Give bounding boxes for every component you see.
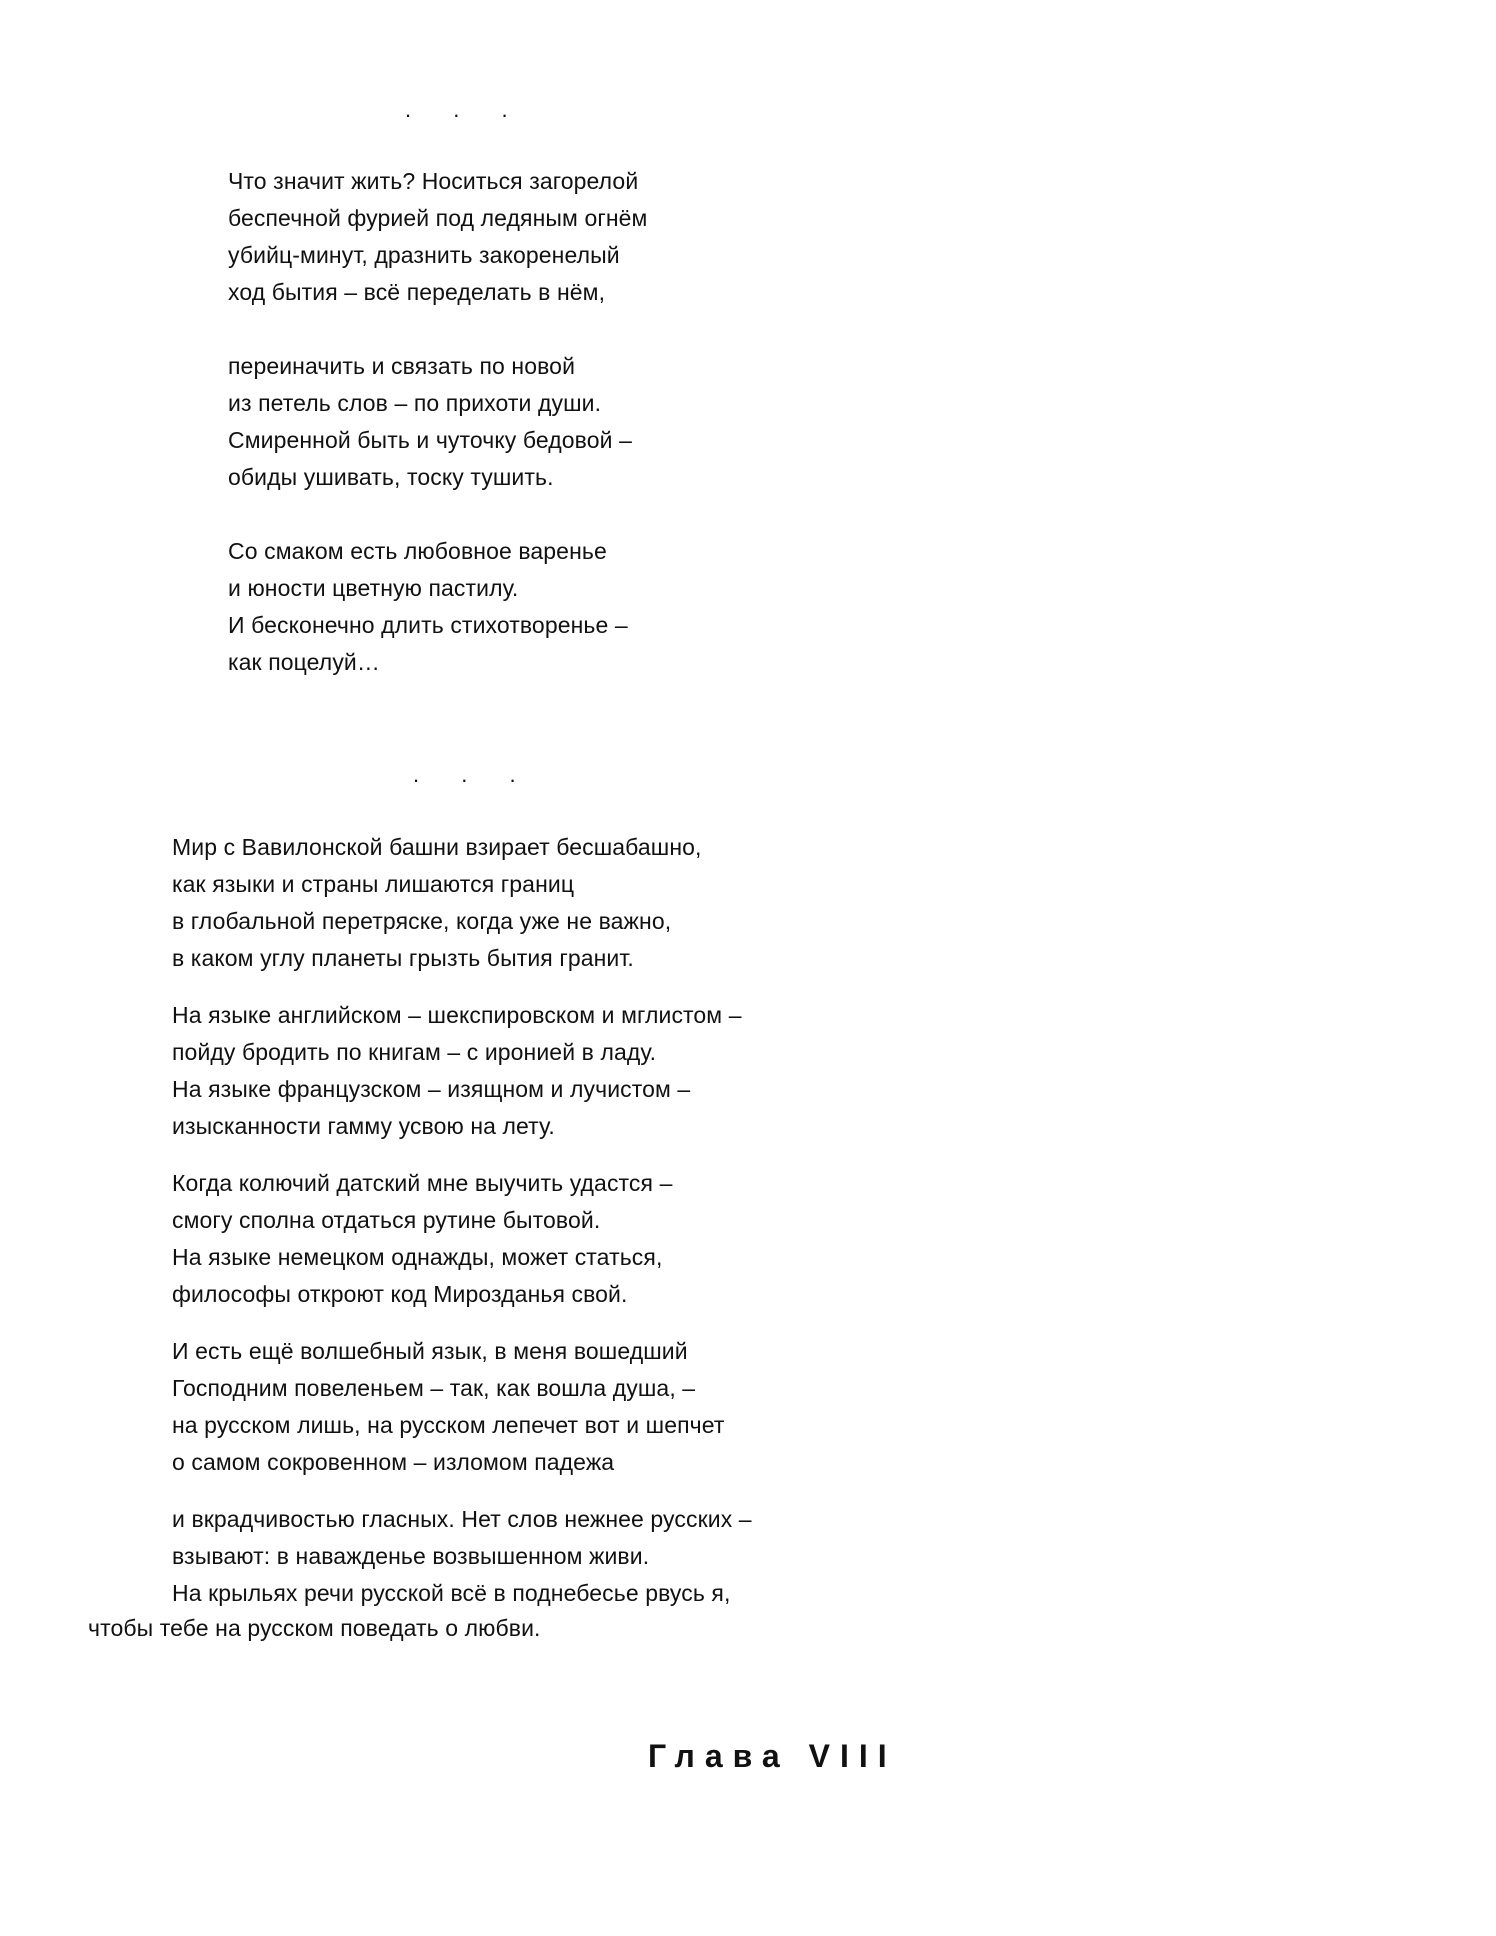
poem-line: о самом сокровенном – изломом падежа: [172, 1449, 615, 1475]
poem-line: изысканности гамму усвою на лету.: [172, 1113, 555, 1139]
poem-line: ход бытия – всё переделать в нём,: [228, 279, 606, 305]
poem-line: пойду бродить по книгам – с иронией в ладу.: [172, 1039, 657, 1065]
poem-line: и вкрадчивостью гласных. Нет слов нежнее русских –: [172, 1506, 752, 1532]
section-separator: . . .: [413, 762, 534, 787]
poem-line: беспечной фурией под ледяным огнём: [228, 205, 648, 231]
poem-line: философы откроют код Мирозданья свой.: [172, 1281, 628, 1307]
poem-line: из петель слов – по прихоти души.: [228, 390, 602, 416]
chapter-heading: Глава VIII: [648, 1738, 897, 1774]
poem-line: и юности цветную пастилу.: [228, 575, 519, 601]
section-separator: . . .: [405, 97, 526, 122]
poem-line: На крыльях речи русской всё в поднебесье рвусь я,: [172, 1580, 731, 1606]
poem-line: взывают: в наважденье возвышенном живи.: [172, 1543, 650, 1569]
poem-line: на русском лишь, на русском лепечет вот и шепчет: [172, 1412, 725, 1438]
poem-line: И есть ещё волшебный язык, в меня вошедший: [172, 1338, 688, 1364]
poem-line: И бесконечно длить стихотворенье –: [228, 612, 628, 638]
poem-line: На языке французском – изящном и лучистом –: [172, 1076, 691, 1102]
poem-line: в каком углу планеты грызть бытия гранит.: [172, 945, 634, 971]
poem-line: переиначить и связать по новой: [228, 353, 576, 379]
poem-line: обиды ушивать, тоску тушить.: [228, 464, 554, 490]
poem-line: чтобы тебе на русском поведать о любви.: [88, 1615, 541, 1641]
poem-line: Со смаком есть любовное варенье: [228, 538, 607, 564]
poem-line: как языки и страны лишаются границ: [172, 871, 575, 897]
poem-line: Мир с Вавилонской башни взирает бесшабашно,: [172, 834, 702, 860]
poem-line: в глобальной перетряске, когда уже не важно,: [172, 908, 672, 934]
poem-line: убийц-минут, дразнить закоренелый: [228, 242, 620, 268]
poem-line: Когда колючий датский мне выучить удастся –: [172, 1170, 673, 1196]
poem-line: Господним повеленьем – так, как вошла душа, –: [172, 1375, 696, 1401]
poem-line: смогу сполна отдаться рутине бытовой.: [172, 1207, 601, 1233]
poem-line: Что значит жить? Носиться загорелой: [228, 168, 639, 194]
poem-line: На языке английском – шекспировском и мглистом –: [172, 1002, 742, 1028]
poem-line: На языке немецком однажды, может статься,: [172, 1244, 663, 1270]
poem-line: Смиренной быть и чуточку бедовой –: [228, 427, 632, 453]
poem-line: как поцелуй…: [228, 649, 380, 675]
